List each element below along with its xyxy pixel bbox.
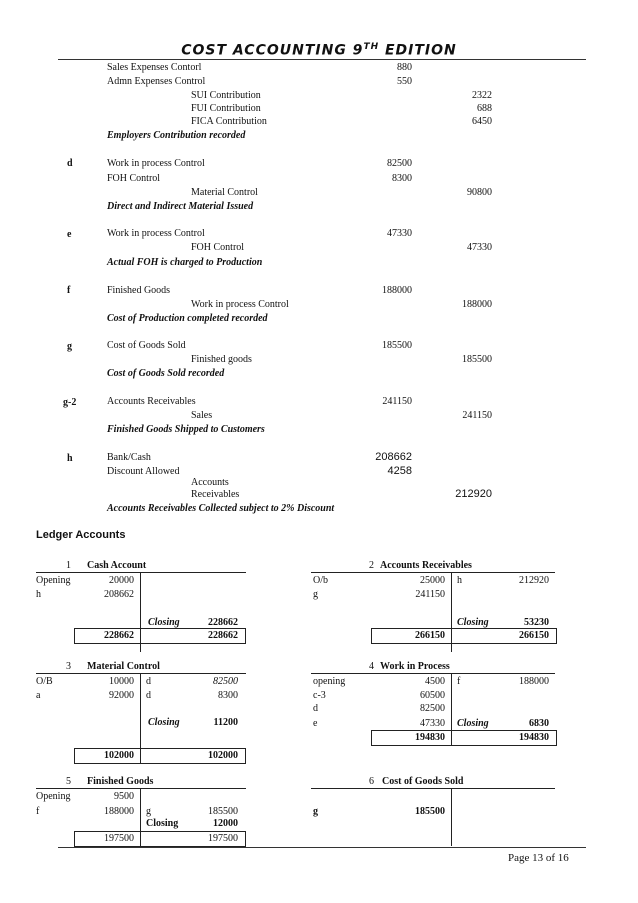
credit-amount: 6450 xyxy=(472,116,492,127)
line-text: Sales xyxy=(191,410,213,421)
line-text: Sales Expenses Contorl xyxy=(107,62,202,73)
total-right: 102000 xyxy=(208,750,238,761)
narration: Accounts Receivables Collected subject to 2% Discount xyxy=(107,503,335,514)
line-text: Accounts xyxy=(191,477,229,488)
entry-label: c-3 xyxy=(313,690,326,701)
debit-amount: 188000 xyxy=(382,285,412,296)
line-text: SUI Contribution xyxy=(191,90,261,101)
page-number: Page 13 of 16 xyxy=(508,852,569,864)
debit-amount: 8300 xyxy=(392,173,412,184)
entry-amount: 92000 xyxy=(109,690,134,701)
account-name: Work in Process xyxy=(380,661,450,672)
line-text: Work in process Control xyxy=(191,299,289,310)
line-text: FICA Contribution xyxy=(191,116,267,127)
line-text: FOH Control xyxy=(107,173,161,184)
entry-label: g-2 xyxy=(63,397,77,408)
entry-amount: 47330 xyxy=(420,718,445,729)
entry-label: g xyxy=(67,341,72,352)
total-right: 266150 xyxy=(519,630,549,641)
credit-amount: 688 xyxy=(477,103,492,114)
entry-amount: 82500 xyxy=(420,703,445,714)
entry-label: f xyxy=(457,676,461,687)
entry-label: g xyxy=(146,806,151,817)
account-number: 1 xyxy=(66,560,71,571)
closing-label: Closing xyxy=(146,818,179,829)
entry-amount: 4500 xyxy=(425,676,445,687)
credit-amount: 241150 xyxy=(462,410,492,421)
account-number: 3 xyxy=(66,661,71,672)
account-name: Material Control xyxy=(87,661,160,672)
narration: Actual FOH is charged to Production xyxy=(107,257,263,268)
narration: Cost of Production completed recorded xyxy=(107,313,268,324)
account-name: Cost of Goods Sold xyxy=(382,776,464,787)
line-text: FOH Control xyxy=(191,242,245,253)
line-text: Bank/Cash xyxy=(107,452,151,463)
narration: Finished Goods Shipped to Customers xyxy=(107,424,265,435)
account-number: 6 xyxy=(369,776,374,787)
account-number: 2 xyxy=(369,560,374,571)
total-right: 228662 xyxy=(208,630,238,641)
entry-amount: 241150 xyxy=(415,589,445,600)
account-name: Finished Goods xyxy=(87,776,154,787)
credit-amount: 188000 xyxy=(462,299,492,310)
total-left: 228662 xyxy=(104,630,134,641)
total-right: 197500 xyxy=(208,833,238,844)
credit-amount: 90800 xyxy=(467,187,492,198)
debit-amount: 47330 xyxy=(387,228,412,239)
entry-label: Opening xyxy=(36,575,71,586)
total-left: 266150 xyxy=(415,630,445,641)
entry-label: f xyxy=(36,806,40,817)
line-text: Finished Goods xyxy=(107,285,171,296)
line-text: Work in process Control xyxy=(107,228,205,239)
header-rule xyxy=(58,59,586,60)
line-text: Cost of Goods Sold xyxy=(107,340,186,351)
line-text: Receivables xyxy=(191,489,240,500)
header-sup: TH xyxy=(363,42,380,52)
line-text: Finished goods xyxy=(191,354,252,365)
entry-label: Opening xyxy=(36,791,71,802)
line-text: Accounts Receivables xyxy=(107,396,196,407)
debit-amount: 550 xyxy=(397,76,412,87)
account-number: 4 xyxy=(369,661,374,672)
entry-amount: 10000 xyxy=(109,676,134,687)
entry-label: g xyxy=(313,589,318,600)
entry-amount: 185500 xyxy=(415,806,445,817)
entry-label: g xyxy=(313,806,318,817)
entry-label: O/b xyxy=(313,575,328,586)
entry-amount: 60500 xyxy=(420,690,445,701)
closing-label: Closing xyxy=(148,717,180,728)
closing-label: Closing xyxy=(457,617,489,628)
entry-amount: 20000 xyxy=(109,575,134,586)
line-text: FUI Contribution xyxy=(191,103,261,114)
credit-amount: 212920 xyxy=(455,488,492,500)
closing-label: Closing xyxy=(457,718,489,729)
closing-amount: 12000 xyxy=(213,818,238,829)
entry-label: h xyxy=(457,575,462,586)
entry-label: h xyxy=(36,589,41,600)
narration: Cost of Goods Sold recorded xyxy=(107,368,225,379)
entry-label: d xyxy=(146,676,151,687)
closing-label: Closing xyxy=(148,617,180,628)
narration: Direct and Indirect Material Issued xyxy=(107,201,254,212)
page-header xyxy=(0,42,638,59)
closing-amount: 11200 xyxy=(213,717,238,728)
entry-label: O/B xyxy=(36,676,53,687)
entry-label: e xyxy=(67,229,72,240)
account-name: Cash Account xyxy=(87,560,147,571)
total-left: 197500 xyxy=(104,833,134,844)
ledger-title: Ledger Accounts xyxy=(36,529,126,541)
line-text: Material Control xyxy=(191,187,258,198)
entry-label: e xyxy=(313,718,318,729)
debit-amount: 241150 xyxy=(382,396,412,407)
entry-label: d xyxy=(146,690,151,701)
account-name: Accounts Receivables xyxy=(380,560,472,571)
debit-amount: 880 xyxy=(397,62,412,73)
credit-amount: 47330 xyxy=(467,242,492,253)
closing-amount: 6830 xyxy=(529,718,549,729)
header-suffix: EDITION xyxy=(379,42,457,59)
entry-amount: 208662 xyxy=(104,589,134,600)
entry-label: a xyxy=(36,690,41,701)
entry-amount: 8300 xyxy=(218,690,238,701)
debit-amount: 82500 xyxy=(387,158,412,169)
entry-label: d xyxy=(67,158,73,169)
entry-label: h xyxy=(67,453,73,464)
total-left: 194830 xyxy=(415,732,445,743)
entry-label: f xyxy=(67,285,71,296)
total-right: 194830 xyxy=(519,732,549,743)
debit-amount: 208662 xyxy=(375,451,412,463)
entry-amount: 188000 xyxy=(519,676,549,687)
line-text: Admn Expenses Control xyxy=(107,76,206,87)
entry-amount: 212920 xyxy=(519,575,549,586)
total-left: 102000 xyxy=(104,750,134,761)
header-title: COST ACCOUNTING 9 xyxy=(181,42,364,59)
entry-amount: 82500 xyxy=(213,676,238,687)
debit-amount: 185500 xyxy=(382,340,412,351)
line-text: Work in process Control xyxy=(107,158,205,169)
entry-label: d xyxy=(313,703,318,714)
entry-amount: 188000 xyxy=(104,806,134,817)
debit-amount: 4258 xyxy=(387,465,412,477)
entry-amount: 25000 xyxy=(420,575,445,586)
account-number: 5 xyxy=(66,776,71,787)
entry-amount: 185500 xyxy=(208,806,238,817)
footer-rule xyxy=(58,847,586,848)
closing-amount: 228662 xyxy=(208,617,238,628)
credit-amount: 2322 xyxy=(472,90,492,101)
credit-amount: 185500 xyxy=(462,354,492,365)
entry-amount: 9500 xyxy=(114,791,134,802)
closing-amount: 53230 xyxy=(524,617,549,628)
entry-label: opening xyxy=(313,676,346,687)
line-text: Discount Allowed xyxy=(107,466,180,477)
narration: Employers Contribution recorded xyxy=(107,130,246,141)
